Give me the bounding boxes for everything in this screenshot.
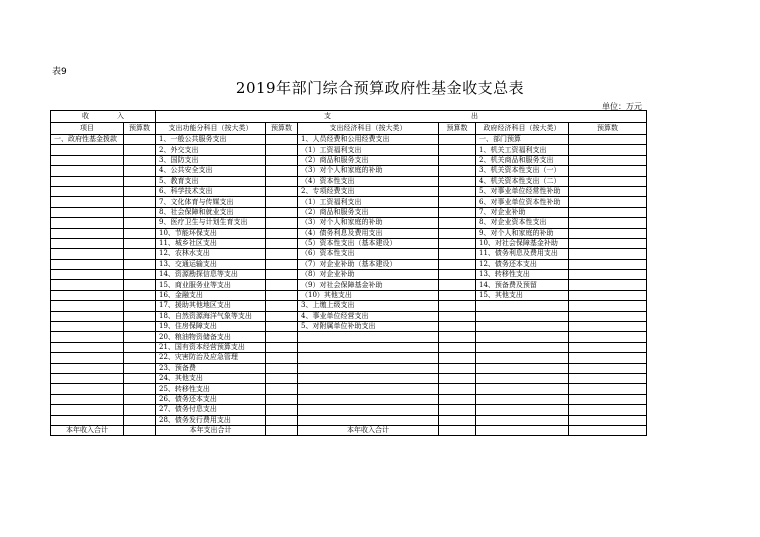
gov-econ-budget-cell [569,332,647,342]
func-class-cell: 11、城乡社区支出 [156,238,266,248]
econ-class-cell: 2、专项经费支出 [298,186,439,196]
table-row [51,155,647,165]
func-budget-cell [266,290,298,300]
econ-budget-cell [439,218,476,228]
gov-econ-budget-cell [569,249,647,259]
table-row [51,342,647,352]
func-budget-cell [266,197,298,207]
gov-econ-budget-cell [569,238,647,248]
income-total-label: 本年收入合计 [51,425,124,435]
income-item-cell [51,322,124,332]
func-class-cell: 10、节能环保支出 [156,228,266,238]
func-budget-cell [266,228,298,238]
income-budget-cell [124,176,156,186]
income-budget-cell [124,135,156,145]
table-row [51,405,647,415]
econ-budget-cell [439,301,476,311]
gov-econ-class-cell [476,394,569,404]
gov-econ-class-cell [476,332,569,342]
gov-econ-class-cell: 9、对个人和家庭的补助 [476,228,569,238]
income-item-cell [51,301,124,311]
econ-budget-cell [439,405,476,415]
income-item-cell [51,228,124,238]
table-row [51,353,647,363]
func-class-cell: 28、债务发行费用支出 [156,415,266,425]
gov-econ-budget-cell [569,311,647,321]
income-budget-cell [124,228,156,238]
econ-budget-cell [439,259,476,269]
income-item-cell [51,218,124,228]
income-budget-cell [124,166,156,176]
func-class-cell: 25、转移性支出 [156,384,266,394]
income-item-cell [51,405,124,415]
econ-class-cell: （4）债务利息及费用支出 [298,228,439,238]
econ-class-cell: （2）商品和服务支出 [298,207,439,217]
table-row [51,290,647,300]
econ-budget-cell [439,228,476,238]
gov-econ-budget-cell [569,135,647,145]
budget-header: 预算数 [439,123,476,135]
func-budget-cell [266,322,298,332]
func-budget-cell [266,353,298,363]
income-budget-cell [124,238,156,248]
econ-class-cell: （1）工资福利支出 [298,197,439,207]
func-budget-cell [266,301,298,311]
gov-econ-total-label [476,425,569,435]
gov-econ-budget-cell [569,290,647,300]
gov-econ-class-cell: 8、对企业资本性支出 [476,218,569,228]
income-item-cell [51,176,124,186]
econ-class-cell: （3）对个人和家庭的补助 [298,218,439,228]
func-budget-cell [266,238,298,248]
item-header: 项目 [51,123,124,135]
table-row [51,197,647,207]
table-row [51,228,647,238]
econ-class-cell: （4）资本性支出 [298,176,439,186]
income-total-value [124,425,156,435]
econ-budget-cell [439,363,476,373]
gov-econ-class-cell [476,311,569,321]
table-number: 表9 [52,67,67,77]
table-row [51,249,647,259]
econ-budget-cell [439,322,476,332]
gov-econ-class-header: 政府经济科目（按大类） [476,123,569,135]
gov-econ-class-cell: 6、对事业单位资本性补助 [476,197,569,207]
gov-econ-class-cell [476,322,569,332]
econ-class-cell [298,373,439,383]
gov-econ-budget-cell [569,197,647,207]
unit-label: 单位：万元 [602,102,642,111]
income-budget-cell [124,415,156,425]
func-class-cell: 20、粮油物资储备支出 [156,332,266,342]
econ-budget-cell [439,342,476,352]
income-item-cell [51,311,124,321]
gov-econ-class-cell [476,373,569,383]
gov-econ-class-cell [476,405,569,415]
econ-budget-cell [439,166,476,176]
gov-econ-class-cell: 12、债务还本支出 [476,259,569,269]
econ-class-cell [298,353,439,363]
income-budget-cell [124,342,156,352]
gov-econ-class-cell [476,342,569,352]
econ-class-cell: 4、事业单位经营支出 [298,311,439,321]
expense-total-value [266,425,298,435]
gov-econ-class-cell: 1、机关工资福利支出 [476,145,569,155]
econ-budget-cell [439,280,476,290]
income-budget-cell [124,373,156,383]
econ-budget-cell [439,373,476,383]
econ-budget-cell [439,186,476,196]
budget-header: 预算数 [266,123,298,135]
table-row [51,311,647,321]
econ-class-cell: 3、上缴上级支出 [298,301,439,311]
table-row [51,238,647,248]
econ-class-cell [298,384,439,394]
gov-econ-class-cell: 14、预备费及预留 [476,280,569,290]
econ-budget-cell [439,145,476,155]
econ-class-cell: （1）工资福利支出 [298,145,439,155]
gov-econ-budget-cell [569,322,647,332]
income-item-cell [51,145,124,155]
income-budget-cell [124,290,156,300]
econ-budget-cell [439,197,476,207]
econ-class-cell [298,332,439,342]
func-budget-cell [266,332,298,342]
table-row [51,259,647,269]
table-row [51,176,647,186]
func-class-cell: 7、文化体育与传媒支出 [156,197,266,207]
income-item-cell [51,363,124,373]
budget-header: 预算数 [569,123,647,135]
econ-class-cell: （8）对企业补助 [298,270,439,280]
econ-class-cell: （10）其他支出 [298,290,439,300]
gov-econ-class-cell: 11、债务利息及费用支出 [476,249,569,259]
func-budget-cell [266,405,298,415]
income-budget-cell [124,145,156,155]
func-budget-cell [266,394,298,404]
gov-econ-class-cell: 7、对企业补助 [476,207,569,217]
header-row-1 [51,111,647,123]
income-budget-cell [124,301,156,311]
income-item-cell [51,384,124,394]
gov-econ-class-cell [476,353,569,363]
income-item-cell [51,332,124,342]
income-budget-cell [124,311,156,321]
econ-budget-cell [439,415,476,425]
income-budget-cell [124,249,156,259]
table-row [51,218,647,228]
income-budget-cell [124,332,156,342]
func-class-header: 支出功能分科目（按大类） [156,123,266,135]
econ-class-cell: 1、人员经费和公用经费支出 [298,135,439,145]
income-item-cell [51,197,124,207]
econ-budget-cell [439,238,476,248]
econ-class-cell [298,405,439,415]
econ-budget-cell [439,384,476,394]
gov-econ-budget-cell [569,259,647,269]
func-budget-cell [266,135,298,145]
income-item-cell [51,290,124,300]
page-title: 2019年部门综合预算政府性基金收支总表 [235,79,525,97]
income-budget-cell [124,186,156,196]
income-item-cell [51,394,124,404]
econ-class-cell: （9）对社会保障基金补助 [298,280,439,290]
func-budget-cell [266,166,298,176]
budget-table [50,110,647,436]
gov-econ-budget-cell [569,176,647,186]
func-class-cell: 15、商业服务业等支出 [156,280,266,290]
expense-header: 支 出 [156,111,647,123]
func-class-cell: 26、债务还本支出 [156,394,266,404]
gov-econ-budget-cell [569,186,647,196]
econ-class-header: 支出经济科目（按大类） [298,123,439,135]
func-class-cell: 4、公共安全支出 [156,166,266,176]
table-row [51,363,647,373]
gov-econ-class-cell [476,301,569,311]
expense-total-label: 本年支出合计 [156,425,266,435]
gov-econ-budget-cell [569,270,647,280]
gov-econ-class-cell: 5、对事业单位经常性补助 [476,186,569,196]
func-budget-cell [266,259,298,269]
gov-econ-class-cell: 15、其他支出 [476,290,569,300]
table-row [51,280,647,290]
econ-class-cell: （7）对企业补助（基本建设） [298,259,439,269]
income-item-cell [51,186,124,196]
func-budget-cell [266,249,298,259]
income-item-cell: 一、政府性基金拨款 [51,135,124,145]
econ-class-cell: 5、对附属单位补助支出 [298,322,439,332]
func-class-cell: 5、教育支出 [156,176,266,186]
gov-econ-class-cell: 3、机关资本性支出（一） [476,166,569,176]
func-budget-cell [266,186,298,196]
table-row [51,166,647,176]
func-class-cell: 16、金融支出 [156,290,266,300]
gov-econ-budget-cell [569,228,647,238]
income-item-cell [51,353,124,363]
budget-header: 预算数 [124,123,156,135]
gov-econ-budget-cell [569,301,647,311]
table-row [51,301,647,311]
econ-class-cell: （2）商品和服务支出 [298,155,439,165]
func-class-cell: 21、国有资本经营预算支出 [156,342,266,352]
econ-total-value [439,425,476,435]
table-row [51,394,647,404]
func-class-cell: 14、资源勘探信息等支出 [156,270,266,280]
income-header: 收 入 [51,111,156,123]
income-item-cell [51,249,124,259]
econ-class-cell [298,415,439,425]
income-item-cell [51,373,124,383]
func-budget-cell [266,207,298,217]
func-budget-cell [266,155,298,165]
table-row [51,415,647,425]
func-class-cell: 6、科学技术支出 [156,186,266,196]
econ-class-cell: （6）资本性支出 [298,249,439,259]
footer-row [51,425,647,435]
gov-econ-budget-cell [569,207,647,217]
func-budget-cell [266,415,298,425]
func-budget-cell [266,373,298,383]
table-row [51,270,647,280]
econ-budget-cell [439,176,476,186]
income-budget-cell [124,207,156,217]
gov-econ-budget-cell [569,145,647,155]
gov-econ-budget-cell [569,166,647,176]
econ-budget-cell [439,135,476,145]
econ-budget-cell [439,270,476,280]
income-item-cell [51,238,124,248]
gov-econ-budget-cell [569,155,647,165]
func-class-cell: 13、交通运输支出 [156,259,266,269]
income-item-cell [51,280,124,290]
func-class-cell: 3、国防支出 [156,155,266,165]
income-item-cell [51,155,124,165]
func-budget-cell [266,218,298,228]
econ-class-cell: （5）资本性支出（基本建设） [298,238,439,248]
gov-econ-class-cell: 13、转移性支出 [476,270,569,280]
func-budget-cell [266,342,298,352]
income-budget-cell [124,384,156,394]
func-budget-cell [266,384,298,394]
func-class-cell: 19、住房保障支出 [156,322,266,332]
gov-econ-budget-cell [569,353,647,363]
income-item-cell [51,166,124,176]
income-budget-cell [124,405,156,415]
income-item-cell [51,259,124,269]
gov-econ-class-cell: 10、对社会保障基金补助 [476,238,569,248]
gov-econ-class-cell: 一、部门预算 [476,135,569,145]
func-class-cell: 23、预备费 [156,363,266,373]
income-budget-cell [124,363,156,373]
table-row [51,322,647,332]
table-row [51,384,647,394]
econ-class-cell [298,363,439,373]
gov-econ-class-cell: 2、机关商品和服务支出 [476,155,569,165]
func-budget-cell [266,311,298,321]
header-row-2 [51,123,647,135]
income-item-cell [51,270,124,280]
econ-class-cell [298,342,439,352]
income-total-label-2: 本年收入合计 [298,425,439,435]
income-item-cell [51,207,124,217]
gov-econ-total-value [569,425,647,435]
table-row [51,373,647,383]
table-row [51,207,647,217]
gov-econ-budget-cell [569,218,647,228]
income-item-cell [51,342,124,352]
func-budget-cell [266,363,298,373]
gov-econ-class-cell: 4、机关资本性支出（二） [476,176,569,186]
gov-econ-budget-cell [569,342,647,352]
func-class-cell: 18、自然资源海洋气象等支出 [156,311,266,321]
income-budget-cell [124,259,156,269]
table-row [51,135,647,145]
func-class-cell: 17、援助其他地区支出 [156,301,266,311]
income-budget-cell [124,322,156,332]
gov-econ-class-cell [476,415,569,425]
func-class-cell: 2、外交支出 [156,145,266,155]
income-budget-cell [124,155,156,165]
func-class-cell: 27、债务付息支出 [156,405,266,415]
gov-econ-class-cell [476,384,569,394]
gov-econ-class-cell [476,363,569,373]
econ-budget-cell [439,155,476,165]
econ-budget-cell [439,249,476,259]
func-class-cell: 1、一般公共服务支出 [156,135,266,145]
gov-econ-budget-cell [569,280,647,290]
econ-budget-cell [439,332,476,342]
econ-class-cell [298,394,439,404]
econ-class-cell: （3）对个人和家庭的补助 [298,166,439,176]
income-budget-cell [124,394,156,404]
func-budget-cell [266,145,298,155]
func-class-cell: 12、农林水支出 [156,249,266,259]
income-item-cell [51,415,124,425]
gov-econ-budget-cell [569,394,647,404]
econ-budget-cell [439,353,476,363]
func-budget-cell [266,270,298,280]
income-budget-cell [124,353,156,363]
func-class-cell: 22、灾害防治及应急管理 [156,353,266,363]
table-row [51,145,647,155]
gov-econ-budget-cell [569,363,647,373]
income-budget-cell [124,270,156,280]
func-class-cell: 8、社会保障和就业支出 [156,207,266,217]
table-row [51,186,647,196]
func-class-cell: 9、医疗卫生与计划生育支出 [156,218,266,228]
econ-budget-cell [439,394,476,404]
gov-econ-budget-cell [569,415,647,425]
income-budget-cell [124,197,156,207]
econ-budget-cell [439,290,476,300]
gov-econ-budget-cell [569,384,647,394]
income-budget-cell [124,218,156,228]
gov-econ-budget-cell [569,373,647,383]
income-budget-cell [124,280,156,290]
func-class-cell: 24、其他支出 [156,373,266,383]
econ-budget-cell [439,311,476,321]
gov-econ-budget-cell [569,405,647,415]
func-budget-cell [266,176,298,186]
table-row [51,332,647,342]
func-budget-cell [266,280,298,290]
econ-budget-cell [439,207,476,217]
